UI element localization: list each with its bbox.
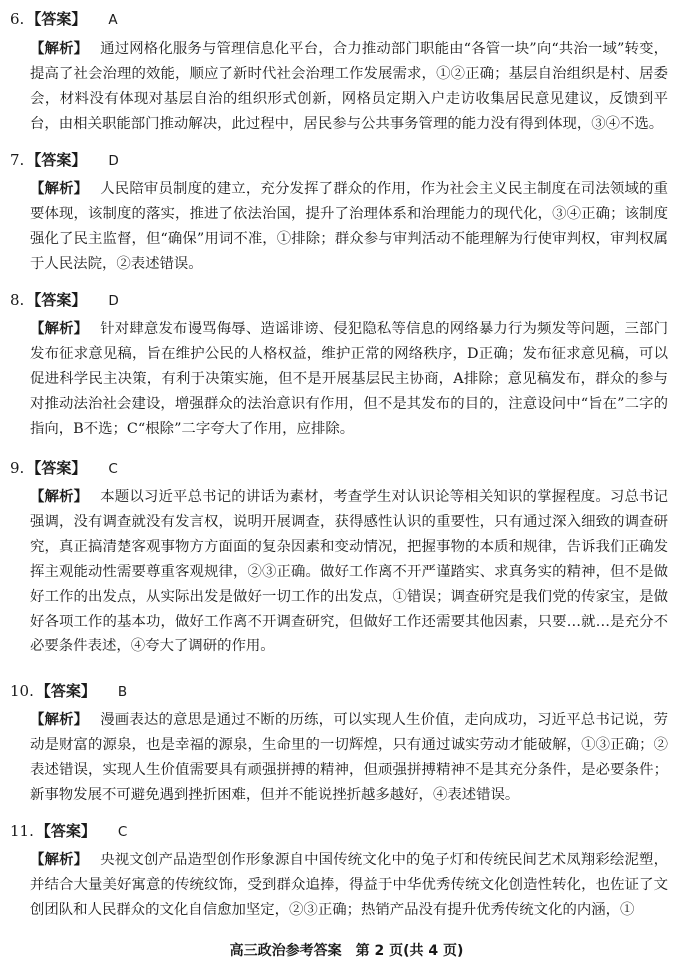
question-number: 7. — [10, 151, 25, 169]
answer-value: A — [108, 12, 118, 28]
question-number: 8. — [10, 291, 25, 309]
analysis-text: 本题以习近平总书记的讲话为素材，考查学生对认识论等相关知识的掌握程度。习总书记强调，没有调查就没有发言权，说明开展调查，获得感性认识的重要性，只有通过深入细致的调查研究，真正搞清楚客观事物方方面面的复杂因素和变动情况，把握事物的本质和规律，告诉我们正确发挥主观能动性需要尊重客观规律，②③正确。做好工作离不开严谨踏实、求真务实的精神，但不是做好工作的出发点，从实际出发是做好一切工作的出发点，①错误；调查研究是我们党的传家宝，是做好各项工作的基本功，做好工作离不开调查研究，但做好工作还需要其他因素，只要…就…是充分不必要条件表述，④夸大了调研的作用。 — [30, 489, 668, 655]
answer-line — [10, 8, 118, 31]
answer-label: 【答案】 — [26, 10, 87, 28]
answer-value: C — [108, 461, 118, 477]
analysis-text: 人民陪审员制度的建立，充分发挥了群众的作用，作为社会主义民主制度在司法领域的重要体现，该制度的落实，推进了依法治国，提升了治理体系和治理能力的现代化，③④正确；该制度强化了民主监督，但“确保”用词不准，①排除；群众参与审判活动不能理解为行使审判权，审判权属于人民法院，②表述错误。 — [30, 181, 668, 272]
answer-value: B — [117, 684, 128, 700]
question-number: 11. — [10, 822, 34, 840]
question-number: 9. — [10, 459, 25, 477]
page-footer: 高三政治参考答案 第 2 页(共 4 页) — [229, 943, 464, 959]
answer-line — [10, 680, 127, 703]
analysis-paragraph — [30, 848, 668, 923]
analysis-paragraph — [30, 177, 668, 277]
analysis-paragraph — [30, 708, 668, 808]
answer-value: C — [117, 824, 128, 840]
question-number: 10. — [10, 682, 34, 700]
answer-line — [10, 457, 118, 480]
analysis-paragraph — [30, 485, 668, 659]
answer-line — [10, 820, 127, 843]
analysis-paragraph — [30, 317, 668, 442]
question-number: 6. — [10, 10, 25, 28]
analysis-text: 漫画表达的意思是通过不断的历练，可以实现人生价值，走向成功，习近平总书记说，劳动是财富的源泉，也是幸福的源泉，生命里的一切辉煌，只有通过诚实劳动才能破解，①③正确；②表述错误，实现人生价值需要具有顽强拼搏的精神，但顽强拼搏精神不是其充分条件，是必要条件；新事物发展不可避免遇到挫折困难，但并不能说挫折越多越好，④表述错误。 — [30, 712, 668, 803]
analysis-label: 【解析】 — [30, 711, 89, 728]
answer-value: D — [108, 293, 119, 309]
answer-label: 【答案】 — [35, 822, 96, 840]
analysis-text: 央视文创产品造型创作形象源自中国传统文化中的兔子灯和传统民间艺术凤翔彩绘泥塑，并结合大量美好寓意的传统纹饰，受到群众追捧，得益于中华优秀传统文化创造性转化，也佐证了文创团队和人民群众的文化自信愈加坚定，②③正确；热销产品没有提升优秀传统文化的内涵，① — [30, 852, 668, 918]
analysis-label: 【解析】 — [30, 851, 89, 868]
analysis-label: 【解析】 — [30, 488, 89, 505]
analysis-label: 【解析】 — [30, 180, 89, 197]
analysis-paragraph — [30, 37, 668, 137]
answer-label: 【答案】 — [35, 682, 96, 700]
analysis-text: 通过网格化服务与管理信息化平台，合力推动部门职能由“各管一块”向“共治一域”转变，提高了社会治理的效能，顺应了新时代社会治理工作发展需求，①②正确；基层自治组织是村、居委会，材料没有体现对基层自治的组织形式创新，网格员定期入户走访收集居民意见建议，反馈到平台，由相关职能部门推动解决，此过程中，居民参与公共事务管理的能力没有得到体现，③④不选。 — [30, 41, 668, 132]
answer-label: 【答案】 — [26, 459, 87, 477]
answer-label: 【答案】 — [26, 151, 87, 169]
analysis-label: 【解析】 — [30, 40, 89, 57]
analysis-text: 针对肆意发布谩骂侮辱、造谣诽谤、侵犯隐私等信息的网络暴力行为频发等问题，三部门发布征求意见稿，旨在维护公民的人格权益，维护正常的网络秩序，D正确；发布征求意见稿，可以促进科学民主决策，有利于决策实施，但不是开展基层民主协商，A排除；意见稿发布，群众的参与对推动法治社会建设，增强群众的法治意识有作用，但不是其发布的目的，注意设问中“旨在”二字的指向，B不选；C“根除”二字夸大了作用，应排除。 — [30, 321, 668, 437]
answer-label: 【答案】 — [26, 291, 87, 309]
answer-line — [10, 149, 119, 172]
answer-line — [10, 289, 119, 312]
analysis-label: 【解析】 — [30, 320, 89, 337]
answer-value: D — [108, 153, 119, 169]
